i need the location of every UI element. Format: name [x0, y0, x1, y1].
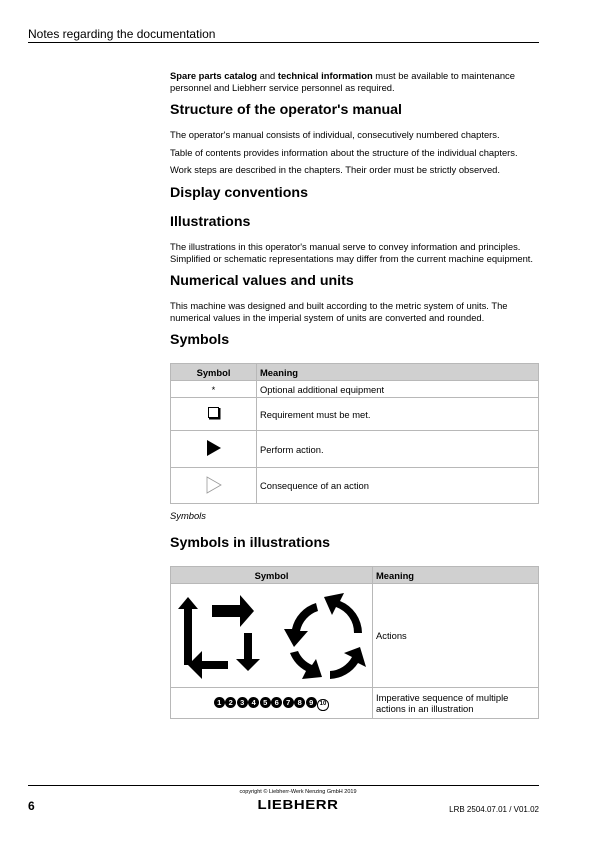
number-circle: 2 — [225, 697, 236, 708]
intro-and: and — [257, 70, 278, 81]
document-reference: LRB 2504.07.01 / V01.02 — [449, 805, 539, 814]
table-row — [171, 431, 539, 468]
illustrations-p1: The illustrations in this operator's manual serve to convey information and principles. Simplified or schematic representations may differ from the current machine equipment. — [170, 240, 534, 264]
filled-triangle-icon — [207, 440, 221, 456]
illustration-symbols-table — [170, 566, 539, 719]
outline-triangle-cell — [171, 468, 257, 504]
numerical-p1: This machine was designed and built according to the metric system of units. The numerical values in the imperial system of units are converted and rounded. — [170, 300, 508, 323]
header-rule — [28, 42, 539, 43]
row-meaning: Requirement must be met. — [257, 398, 539, 431]
section-title-structure: Structure of the operator's manual — [170, 102, 402, 119]
action-arrows-icon — [174, 587, 369, 683]
row-meaning: Actions — [373, 584, 539, 688]
number-circle: 7 — [283, 697, 294, 708]
number-circle: 1 — [214, 697, 225, 708]
page-number: 6 — [28, 799, 35, 813]
structure-p3: Work steps are described in the chapters. Their order must be strictly observed. — [170, 164, 501, 176]
row-meaning: Optional additional equipment — [257, 381, 539, 398]
number-circle: 8 — [294, 697, 305, 708]
page-header: Notes regarding the documentation — [28, 27, 216, 41]
numbered-circles-icon — [214, 696, 330, 707]
table-row — [171, 468, 539, 504]
main-content — [170, 70, 539, 719]
row-meaning: Perform action. — [257, 431, 539, 468]
checkbox-icon — [207, 406, 221, 420]
table-row — [171, 381, 539, 398]
number-circle: 5 — [260, 697, 271, 708]
numbered-circles-cell — [171, 688, 373, 719]
spare-parts-bold: Spare parts catalog — [170, 70, 258, 81]
symbols-caption: Symbols — [170, 510, 206, 522]
liebherr-logo: LIEBHERR — [257, 797, 339, 812]
footer-rule — [28, 785, 539, 786]
outline-triangle-icon — [206, 476, 222, 494]
checkbox-symbol-cell — [171, 398, 257, 431]
filled-triangle-cell — [171, 431, 257, 468]
section-title-numerical: Numerical values and units — [170, 273, 354, 290]
row-meaning: Imperative sequence of multiple actions in an illustration — [373, 688, 539, 719]
structure-p1: The operator's manual consists of individual, consecutively numbered chapters. — [170, 129, 500, 141]
table-row — [171, 398, 539, 431]
section-title-symbols-illustrations: Symbols in illustrations — [170, 535, 331, 552]
number-circle: 6 — [271, 697, 282, 708]
row-meaning: Consequence of an action — [257, 468, 539, 504]
symbols-col-meaning: Meaning — [257, 364, 539, 381]
symbols-table — [170, 363, 539, 504]
copyright-text: copyright © Liebherr-Werk Nenzing GmbH 2019 — [239, 789, 357, 795]
table-row — [171, 688, 539, 719]
intro-rest: must be available to maintenance personnel and Liebherr service personnel as required. — [170, 70, 515, 93]
number-circle: 4 — [248, 697, 259, 708]
illus-col-symbol: Symbol — [171, 567, 373, 584]
technical-info-bold: technical information — [277, 70, 373, 81]
section-title-display: Display conventions — [170, 184, 308, 201]
symbols-col-symbol: Symbol — [171, 364, 257, 381]
section-title-illustrations: Illustrations — [170, 213, 251, 230]
table-row — [171, 584, 539, 688]
illus-col-meaning: Meaning — [373, 567, 539, 584]
structure-p2: Table of contents provides information about the structure of the individual chapters. — [170, 146, 518, 158]
intro-paragraph — [170, 70, 539, 93]
number-circle: 10 — [317, 699, 329, 711]
number-circle: 9 — [306, 697, 317, 708]
asterisk-symbol: * — [171, 381, 257, 398]
number-circle: 3 — [237, 697, 248, 708]
action-arrows-cell — [171, 584, 373, 688]
section-title-symbols: Symbols — [170, 332, 230, 349]
